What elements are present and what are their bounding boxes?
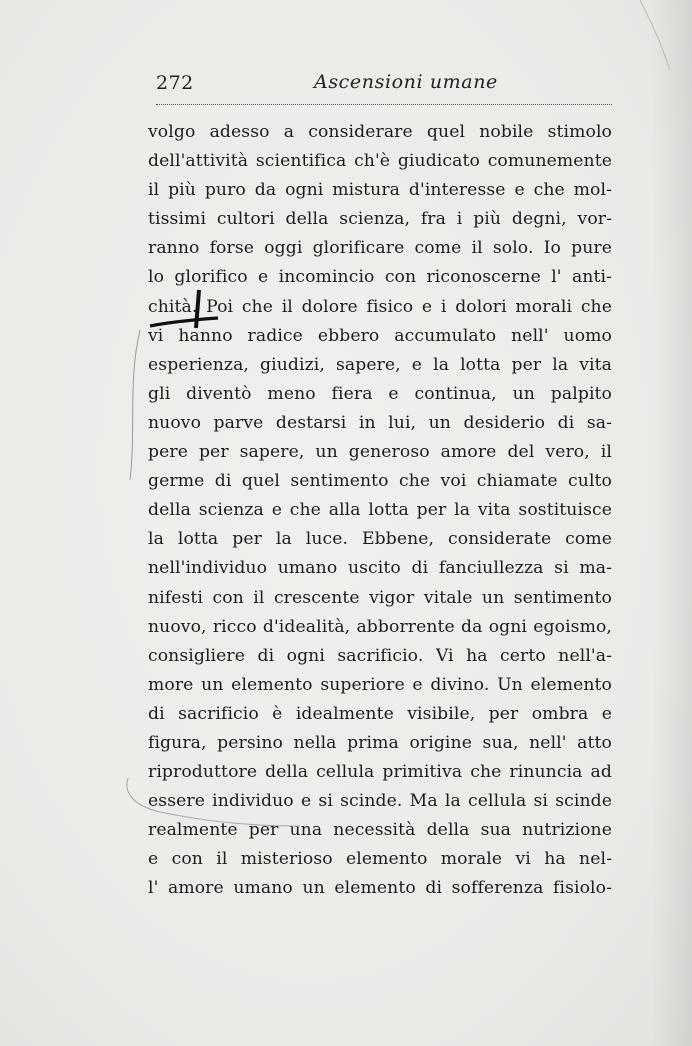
text-line: di sacrificio è idealmente visibile, per ombra e	[148, 703, 612, 724]
text-line: nuovo, ricco d'idealità, abborrente da ogni egoismo,	[148, 616, 612, 637]
margin-bracket-mark	[130, 330, 140, 480]
text-line: pere per sapere, un generoso amore del vero, il	[148, 442, 612, 463]
text-line: l' amore umano un elemento di sofferenza fisiolo-	[148, 878, 612, 899]
text-line: figura, persino nella prima origine sua, nell' atto	[148, 732, 612, 753]
text-line: vi hanno radice ebbero accumulato nell' uomo	[148, 325, 612, 346]
header-rule	[156, 104, 612, 105]
text-line: realmente per una necessità della sua nutrizione	[148, 820, 612, 841]
page-edge-shadow	[652, 0, 692, 1046]
page-number: 272	[156, 72, 194, 94]
running-title: Ascensioni umane	[314, 71, 498, 93]
text-line: germe di quel sentimento che voi chiamate culto	[148, 471, 612, 492]
text-line: gli diventò meno fiera e continua, un palpito	[148, 383, 612, 404]
text-line: consigliere di ogni sacrificio. Vi ha certo nell'a-	[148, 645, 612, 666]
text-line: chità. Poi che il dolore fisico e i dolori morali che	[148, 296, 612, 317]
text-line: volgo adesso a considerare quel nobile stimolo	[148, 122, 612, 142]
text-line: esperienza, giudizi, sapere, e la lotta per la vita	[148, 354, 612, 375]
page-header	[156, 66, 612, 106]
body-text	[148, 118, 612, 904]
text-line: lo glorifico e incomincio con riconoscerne l' anti-	[148, 267, 612, 288]
text-line: la lotta per la luce. Ebbene, considerate come	[148, 529, 612, 550]
text-line: ranno forse oggi glorificare come il solo. Io pure	[148, 238, 612, 259]
text-line: e con il misterioso elemento morale vi ha nel-	[148, 849, 612, 870]
text-line: more un elemento superiore e divino. Un elemento	[148, 674, 612, 695]
text-line: tissimi cultori della scienza, fra i più degni, vor-	[148, 209, 612, 230]
text-line: nell'individuo umano uscito di fanciullezza si ma-	[148, 558, 612, 579]
text-line: della scienza e che alla lotta per la vita sostituisce	[148, 500, 612, 521]
text-line: essere individuo e si scinde. Ma la cellula si scinde	[148, 791, 612, 812]
text-line: riproduttore della cellula primitiva che rinuncia ad	[148, 762, 612, 783]
text-line: dell'attività scientifica ch'è giudicato comunemente	[148, 151, 612, 172]
text-line: nifesti con il crescente vigor vitale un sentimento	[148, 587, 612, 608]
text-line: il più puro da ogni mistura d'interesse e che mol-	[148, 180, 612, 201]
text-line: nuovo parve destarsi in lui, un desiderio di sa-	[148, 412, 612, 433]
